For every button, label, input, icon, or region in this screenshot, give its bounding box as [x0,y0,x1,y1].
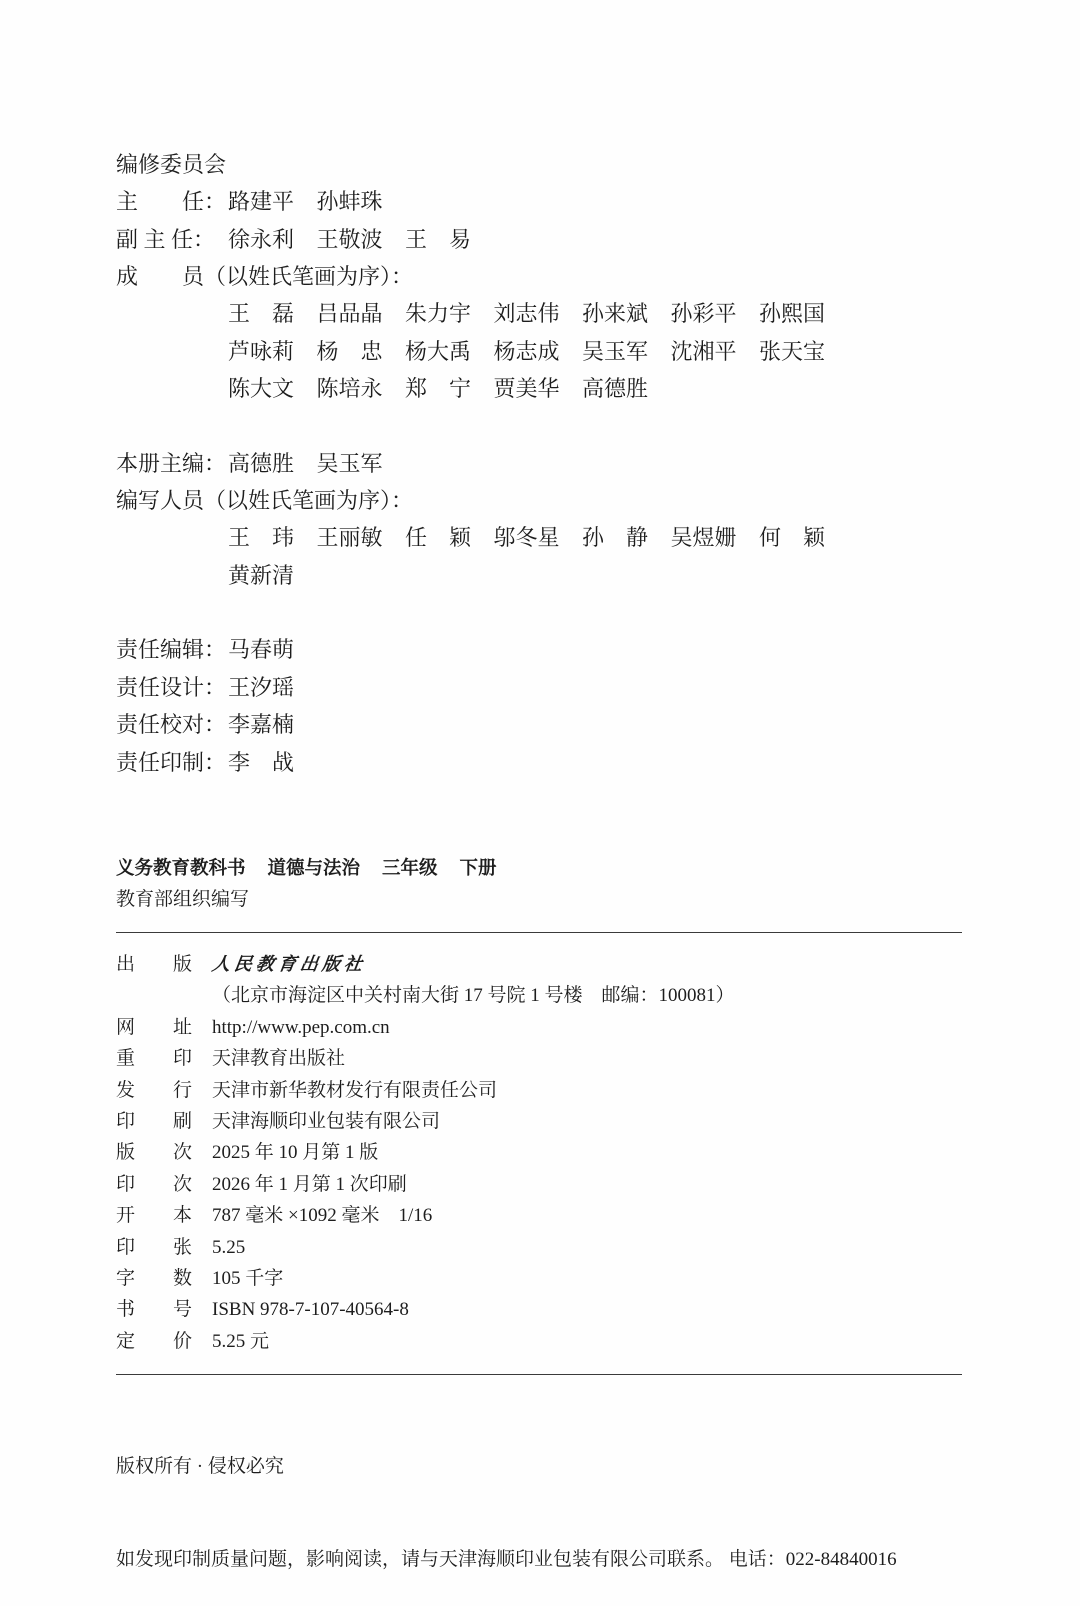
member-name: 朱力宇 [405,301,472,327]
detail-value: 天津教育出版社 [212,1048,346,1070]
detail-label: 出 版 [116,954,193,975]
writers-row [116,519,976,556]
divider-top [116,932,962,933]
writer-name: 吴煜姗 [670,525,737,551]
series-title-part: 义务教育教科书 [116,858,246,879]
series-title-part: 道德与法治 [267,858,361,879]
printer-row [116,1106,735,1137]
divider-bottom [116,1374,962,1375]
chief-editor-name: 高德胜 [228,450,295,476]
deputy-director-row [116,221,976,258]
detail-value: 天津市新华教材发行有限责任公司 [212,1079,498,1101]
responsibility-name: 李嘉楠 [228,712,295,738]
detail-label: 版 次 [116,1142,193,1164]
copyright-notice: 版权所有 · 侵权必究 [116,1456,284,1477]
responsible-editor-row [116,631,976,668]
detail-value: ISBN 978-7-107-40564-8 [212,1299,409,1321]
series-title-part: 下册 [459,858,497,879]
director-name: 孙蚌珠 [316,189,383,215]
detail-label: 印 次 [116,1173,193,1195]
copyright-footer [116,1389,897,1606]
member-name: 杨大禹 [405,338,472,364]
detail-value: 787 毫米 ×1092 毫米 1/16 [212,1205,433,1227]
website-row [116,1012,735,1043]
detail-label: 印 张 [116,1236,193,1258]
series-info [116,853,519,915]
detail-value: 105 千字 [212,1268,284,1290]
member-name: 芦咏莉 [228,338,295,364]
detail-value: 5.25 [212,1236,246,1258]
series-title [116,853,519,884]
director-label: 主 任： [116,189,227,215]
publisher-address: （北京市海淀区中关村南大街 17 号院 1 号楼 邮编：100081） [212,985,735,1007]
director-name: 路建平 [228,189,295,215]
detail-label: 印 刷 [116,1111,193,1133]
detail-value: 5.25 元 [212,1330,270,1352]
members-label: 成 员（以姓氏笔画为序）： [116,264,414,290]
responsibility-label: 责任校对： [116,712,227,738]
director-row [116,183,976,220]
member-name: 郑 宁 [405,376,472,402]
deputy-director-label: 副 主 任： [116,226,216,252]
member-name: 孙来斌 [582,301,649,327]
writer-name: 任 颖 [405,525,472,551]
detail-label: 书 号 [116,1299,193,1321]
chief-editor-name: 吴玉军 [316,450,383,476]
member-name: 孙熙国 [759,301,826,327]
responsibility-name: 马春萌 [228,637,295,663]
member-name: 孙彩平 [670,301,737,327]
format-row [116,1200,735,1231]
writers-label: 编写人员（以姓氏笔画为序）： [116,488,414,514]
printing-row [116,1169,735,1200]
price-row [116,1326,735,1357]
writer-name: 邬冬星 [493,525,560,551]
chief-editors-row [116,445,976,482]
member-name: 沈湘平 [670,338,737,364]
publisher-logo: 人民教育出版社 [210,954,368,974]
deputy-director-name: 王敬波 [316,226,383,252]
editorial-committee [116,146,976,781]
compiler-line: 教育部组织编写 [116,889,250,910]
distribution-row [116,1075,735,1106]
detail-value: 天津海顺印业包装有限公司 [212,1111,441,1133]
responsible-proofreader-row [116,706,976,743]
member-name: 贾美华 [493,376,560,402]
sheets-row [116,1232,735,1263]
quality-contact-notice: 如发现印制质量问题，影响阅读，请与天津海顺印业包装有限公司联系。 电话：022-84840016 [116,1549,897,1570]
members-row [116,370,976,407]
member-name: 高德胜 [582,376,649,402]
member-name: 王 磊 [228,301,295,327]
isbn-row [116,1294,735,1325]
member-name: 张天宝 [759,338,826,364]
publisher-row [116,949,735,980]
writers-row [116,557,976,594]
deputy-director-name: 王 易 [405,226,472,252]
committee-heading: 编修委员会 [116,152,227,177]
member-name: 吴玉军 [582,338,649,364]
detail-value: 2025 年 10 月第 1 版 [212,1142,379,1164]
member-name: 陈大文 [228,376,295,402]
detail-label: 重 印 [116,1048,193,1070]
detail-value: http://www.pep.com.cn [212,1016,390,1038]
responsibility-name: 王汐瑶 [228,674,295,700]
detail-label: 定 价 [116,1330,193,1352]
publisher-address-row [116,980,735,1011]
member-name: 杨 忠 [316,338,383,364]
responsibility-label: 责任设计： [116,674,227,700]
detail-value: 2026 年 1 月第 1 次印刷 [212,1173,407,1195]
writer-name: 王 玮 [228,525,295,551]
deputy-director-name: 徐永利 [228,226,295,252]
publication-details [116,949,735,1357]
member-name: 吕品晶 [316,301,383,327]
reprint-row [116,1043,735,1074]
responsibility-label: 责任编辑： [116,637,227,663]
detail-label: 网 址 [116,1016,193,1038]
member-name: 陈培永 [316,376,383,402]
responsible-designer-row [116,669,976,706]
detail-label: 开 本 [116,1205,193,1227]
responsibility-name: 李 战 [228,749,295,775]
responsible-printing-row [116,744,976,781]
members-row [116,295,976,332]
series-title-part: 三年级 [382,858,438,879]
writer-name: 王丽敏 [316,525,383,551]
detail-label: 字 数 [116,1268,193,1290]
writer-name: 孙 静 [582,525,649,551]
responsibility-label: 责任印制： [116,749,227,775]
writer-name: 黄新清 [228,562,295,588]
detail-label: 发 行 [116,1079,193,1101]
member-name: 刘志伟 [493,301,560,327]
chief-editors-label: 本册主编： [116,450,227,476]
word-count-row [116,1263,735,1294]
writer-name: 何 颖 [759,525,826,551]
edition-row [116,1137,735,1168]
members-row [116,333,976,370]
member-name: 杨志成 [493,338,560,364]
